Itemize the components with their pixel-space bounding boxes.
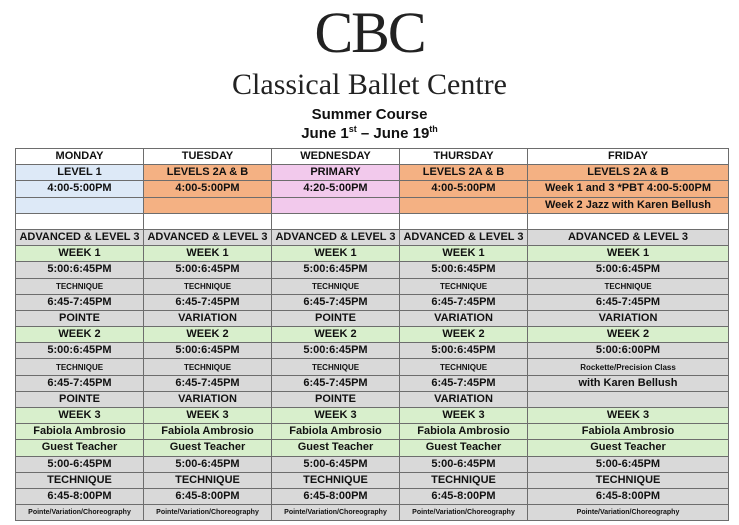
class-cell: POINTE — [16, 310, 144, 326]
class-cell: TECHNIQUE — [528, 278, 729, 294]
class-cell: Pointe/Variation/Choreography — [144, 505, 272, 521]
time-cell: 5:00-6:45PM — [272, 456, 400, 472]
day-header-row — [16, 149, 729, 165]
advanced-header-row — [16, 229, 729, 245]
class-cell: VARIATION — [400, 391, 528, 407]
week1-slot1-class-row — [16, 278, 729, 294]
week-label: WEEK 2 — [400, 327, 528, 343]
dates-start: June 1 — [301, 125, 349, 142]
class-cell: Rockette/Precision Class — [528, 359, 729, 375]
class-cell: TECHNIQUE — [16, 278, 144, 294]
time-cell: 5:00:6:45PM — [144, 343, 272, 359]
time-cell: 6:45-7:45PM — [16, 375, 144, 391]
teacher-name: Fabiola Ambrosio — [528, 424, 729, 440]
time-cell: 4:20-5:00PM — [272, 181, 400, 197]
week-label: WEEK 3 — [16, 408, 144, 424]
course-dates — [0, 124, 739, 142]
class-cell: TECHNIQUE — [400, 278, 528, 294]
teacher-role: Guest Teacher — [16, 440, 144, 456]
class-cell: VARIATION — [528, 310, 729, 326]
junior-level-row — [16, 165, 729, 181]
dates-end-sup: th — [429, 124, 438, 134]
teacher-name: Fabiola Ambrosio — [16, 424, 144, 440]
teacher-name: Fabiola Ambrosio — [144, 424, 272, 440]
empty-cell — [272, 197, 400, 213]
day-header: WEDNESDAY — [272, 149, 400, 165]
spacer-row — [16, 213, 729, 229]
teacher-role: Guest Teacher — [144, 440, 272, 456]
class-cell: POINTE — [16, 391, 144, 407]
time-cell: with Karen Bellush — [528, 375, 729, 391]
week2-slot1-time-row — [16, 343, 729, 359]
empty-cell — [144, 197, 272, 213]
week1-label-row — [16, 246, 729, 262]
class-cell: TECHNIQUE — [16, 359, 144, 375]
dates-start-sup: st — [348, 124, 357, 134]
time-cell: 5:00:6:45PM — [16, 262, 144, 278]
teacher-role: Guest Teacher — [400, 440, 528, 456]
friday-jazz-cell: Week 2 Jazz with Karen Bellush — [528, 197, 729, 213]
week2-slot2-time-row — [16, 375, 729, 391]
week-label: WEEK 1 — [272, 246, 400, 262]
week3-teacher-role-row — [16, 440, 729, 456]
week3-slot2-class-row — [16, 505, 729, 521]
week-label: WEEK 1 — [16, 246, 144, 262]
course-title: Summer Course — [311, 106, 428, 123]
time-cell: 5:00:6:45PM — [272, 262, 400, 278]
class-cell: POINTE — [272, 391, 400, 407]
week1-slot2-time-row — [16, 294, 729, 310]
day-header: FRIDAY — [528, 149, 729, 165]
time-cell: 5:00-6:45PM — [400, 456, 528, 472]
time-cell: 5:00:6:45PM — [400, 343, 528, 359]
time-cell: 6:45-8:00PM — [144, 488, 272, 504]
week2-slot2-class-row — [16, 391, 729, 407]
junior-extra-row — [16, 197, 729, 213]
class-cell: Pointe/Variation/Choreography — [528, 505, 729, 521]
class-cell: TECHNIQUE — [400, 359, 528, 375]
week2-slot1-class-row — [16, 359, 729, 375]
advanced-label: ADVANCED & LEVEL 3 — [528, 229, 729, 245]
time-cell: 6:45-8:00PM — [528, 488, 729, 504]
class-cell: Pointe/Variation/Choreography — [400, 505, 528, 521]
time-cell: 6:45-7:45PM — [400, 375, 528, 391]
level-cell: LEVELS 2A & B — [528, 165, 729, 181]
empty-cell — [528, 213, 729, 229]
time-cell: 5:00:6:45PM — [272, 343, 400, 359]
time-cell: 5:00:6:00PM — [528, 343, 729, 359]
teacher-name: Fabiola Ambrosio — [400, 424, 528, 440]
week1-slot1-time-row — [16, 262, 729, 278]
week-label: WEEK 1 — [144, 246, 272, 262]
time-cell: 5:00-6:45PM — [528, 456, 729, 472]
empty-cell — [272, 213, 400, 229]
time-cell: 5:00:6:45PM — [400, 262, 528, 278]
time-cell: 5:00:6:45PM — [144, 262, 272, 278]
week-label: WEEK 2 — [528, 327, 729, 343]
advanced-label: ADVANCED & LEVEL 3 — [16, 229, 144, 245]
time-cell: 5:00-6:45PM — [144, 456, 272, 472]
empty-cell — [16, 213, 144, 229]
time-cell: 4:00-5:00PM — [144, 181, 272, 197]
class-cell: POINTE — [272, 310, 400, 326]
week-label: WEEK 2 — [144, 327, 272, 343]
level-cell: LEVELS 2A & B — [144, 165, 272, 181]
week-label: WEEK 3 — [400, 408, 528, 424]
logo-name: Classical Ballet Centre — [232, 68, 507, 101]
week3-teacher-row — [16, 424, 729, 440]
time-cell: 6:45-7:45PM — [272, 294, 400, 310]
logo-mark: CBC — [314, 0, 425, 65]
time-cell: 6:45-7:45PM — [144, 375, 272, 391]
class-cell — [528, 391, 729, 407]
class-cell: Pointe/Variation/Choreography — [272, 505, 400, 521]
week-label: WEEK 1 — [400, 246, 528, 262]
class-cell: TECHNIQUE — [272, 472, 400, 488]
week-label: WEEK 1 — [528, 246, 729, 262]
time-cell: 6:45-8:00PM — [400, 488, 528, 504]
class-cell: Pointe/Variation/Choreography — [16, 505, 144, 521]
time-cell: 4:00-5:00PM — [16, 181, 144, 197]
time-cell: 5:00:6:45PM — [16, 343, 144, 359]
time-cell: Week 1 and 3 *PBT 4:00-5:00PM — [528, 181, 729, 197]
week-label: WEEK 3 — [144, 408, 272, 424]
class-cell: TECHNIQUE — [272, 359, 400, 375]
time-cell: 6:45-8:00PM — [272, 488, 400, 504]
advanced-label: ADVANCED & LEVEL 3 — [400, 229, 528, 245]
time-cell: 6:45-7:45PM — [16, 294, 144, 310]
time-cell: 6:45-8:00PM — [16, 488, 144, 504]
class-cell: TECHNIQUE — [400, 472, 528, 488]
day-header: MONDAY — [16, 149, 144, 165]
empty-cell — [144, 213, 272, 229]
level-cell: LEVEL 1 — [16, 165, 144, 181]
class-cell: TECHNIQUE — [144, 472, 272, 488]
class-cell: VARIATION — [144, 391, 272, 407]
class-cell: TECHNIQUE — [272, 278, 400, 294]
class-cell: VARIATION — [144, 310, 272, 326]
week1-slot2-class-row — [16, 310, 729, 326]
week3-slot1-time-row — [16, 456, 729, 472]
week2-label-row — [16, 327, 729, 343]
time-cell: 5:00:6:45PM — [528, 262, 729, 278]
empty-cell — [400, 213, 528, 229]
time-cell: 4:00-5:00PM — [400, 181, 528, 197]
day-header: TUESDAY — [144, 149, 272, 165]
week-label: WEEK 3 — [528, 408, 729, 424]
week-label: WEEK 3 — [272, 408, 400, 424]
time-cell: 6:45-7:45PM — [272, 375, 400, 391]
advanced-label: ADVANCED & LEVEL 3 — [272, 229, 400, 245]
teacher-role: Guest Teacher — [272, 440, 400, 456]
class-cell: TECHNIQUE — [16, 472, 144, 488]
time-cell: 6:45-7:45PM — [144, 294, 272, 310]
teacher-role: Guest Teacher — [528, 440, 729, 456]
advanced-label: ADVANCED & LEVEL 3 — [144, 229, 272, 245]
class-cell: TECHNIQUE — [144, 278, 272, 294]
empty-cell — [400, 197, 528, 213]
time-cell: 6:45-7:45PM — [400, 294, 528, 310]
schedule-table — [15, 148, 729, 521]
class-cell: VARIATION — [400, 310, 528, 326]
time-cell: 6:45-7:45PM — [528, 294, 729, 310]
level-cell: LEVELS 2A & B — [400, 165, 528, 181]
week-label: WEEK 2 — [16, 327, 144, 343]
time-cell: 5:00-6:45PM — [16, 456, 144, 472]
level-cell: PRIMARY — [272, 165, 400, 181]
week3-slot1-class-row — [16, 472, 729, 488]
dates-mid: – June 19 — [356, 125, 430, 142]
week3-slot2-time-row — [16, 488, 729, 504]
class-cell: TECHNIQUE — [528, 472, 729, 488]
day-header: THURSDAY — [400, 149, 528, 165]
empty-cell — [16, 197, 144, 213]
week3-label-row — [16, 408, 729, 424]
junior-time-row — [16, 181, 729, 197]
class-cell: TECHNIQUE — [144, 359, 272, 375]
week-label: WEEK 2 — [272, 327, 400, 343]
teacher-name: Fabiola Ambrosio — [272, 424, 400, 440]
